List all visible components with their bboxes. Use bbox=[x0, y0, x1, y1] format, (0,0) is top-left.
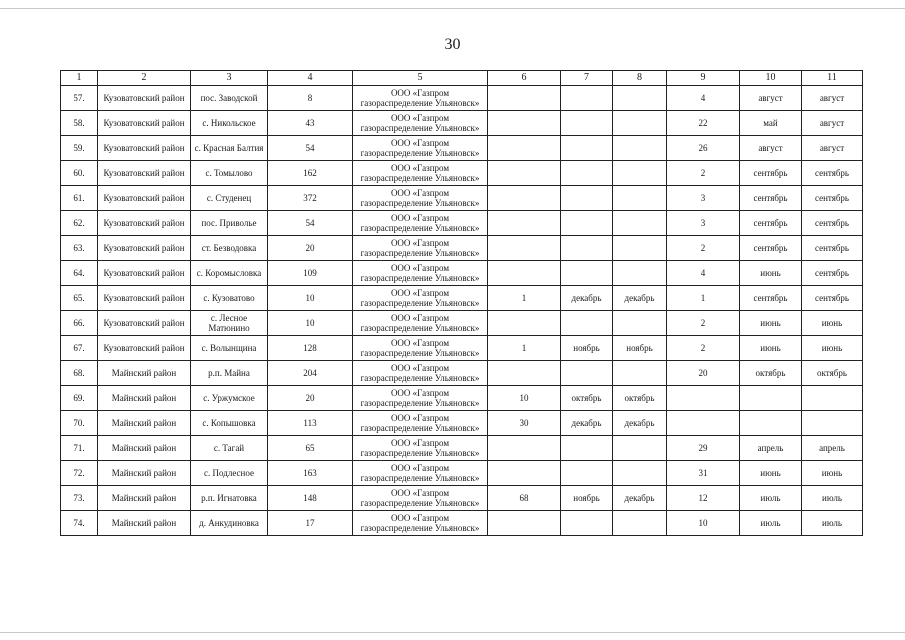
cell-row-number: 70. bbox=[61, 411, 98, 436]
cell-col8-month bbox=[613, 511, 667, 536]
cell-col11-month: сентябрь bbox=[802, 236, 863, 261]
cell-col6-value bbox=[488, 261, 561, 286]
column-header-11: 11 bbox=[802, 71, 863, 86]
cell-district: Кузоватовский район bbox=[98, 311, 191, 336]
cell-district: Кузоватовский район bbox=[98, 211, 191, 236]
cell-quantity: 20 bbox=[268, 236, 353, 261]
table-row bbox=[61, 386, 863, 411]
cell-quantity: 54 bbox=[268, 211, 353, 236]
cell-col6-value bbox=[488, 461, 561, 486]
cell-settlement: д. Анкудиновка bbox=[191, 511, 268, 536]
cell-col6-value: 1 bbox=[488, 336, 561, 361]
cell-settlement: р.п. Игнатовка bbox=[191, 486, 268, 511]
cell-col11-month: август bbox=[802, 86, 863, 111]
table-row bbox=[61, 186, 863, 211]
scan-edge-top bbox=[0, 8, 905, 9]
cell-col11-month bbox=[802, 411, 863, 436]
table-row bbox=[61, 286, 863, 311]
cell-col8-month bbox=[613, 361, 667, 386]
cell-col6-value bbox=[488, 311, 561, 336]
cell-organization: ООО «Газпром газораспределение Ульяновск» bbox=[353, 236, 488, 261]
table-row bbox=[61, 411, 863, 436]
cell-quantity: 10 bbox=[268, 311, 353, 336]
cell-settlement: ст. Безводовка bbox=[191, 236, 268, 261]
cell-row-number: 72. bbox=[61, 461, 98, 486]
cell-settlement: с. Волынщина bbox=[191, 336, 268, 361]
cell-district: Майнский район bbox=[98, 411, 191, 436]
cell-organization: ООО «Газпром газораспределение Ульяновск» bbox=[353, 186, 488, 211]
cell-settlement: с. Уржумское bbox=[191, 386, 268, 411]
cell-col11-month: сентябрь bbox=[802, 261, 863, 286]
cell-col10-month: июль bbox=[740, 511, 802, 536]
cell-col9-value: 1 bbox=[667, 286, 740, 311]
cell-quantity: 162 bbox=[268, 161, 353, 186]
cell-col8-month: ноябрь bbox=[613, 336, 667, 361]
cell-col7-month: ноябрь bbox=[561, 336, 613, 361]
cell-quantity: 113 bbox=[268, 411, 353, 436]
table-row bbox=[61, 486, 863, 511]
cell-col9-value: 2 bbox=[667, 311, 740, 336]
cell-col11-month: сентябрь bbox=[802, 211, 863, 236]
cell-col10-month: июль bbox=[740, 486, 802, 511]
cell-col10-month: август bbox=[740, 136, 802, 161]
column-header-3: 3 bbox=[191, 71, 268, 86]
cell-district: Кузоватовский район bbox=[98, 336, 191, 361]
cell-col10-month: апрель bbox=[740, 436, 802, 461]
cell-col10-month: август bbox=[740, 86, 802, 111]
cell-row-number: 69. bbox=[61, 386, 98, 411]
cell-col11-month: июнь bbox=[802, 336, 863, 361]
cell-row-number: 64. bbox=[61, 261, 98, 286]
cell-col10-month bbox=[740, 386, 802, 411]
cell-col9-value: 29 bbox=[667, 436, 740, 461]
column-header-9: 9 bbox=[667, 71, 740, 86]
cell-col8-month bbox=[613, 86, 667, 111]
cell-organization: ООО «Газпром газораспределение Ульяновск» bbox=[353, 411, 488, 436]
cell-col11-month: июнь bbox=[802, 311, 863, 336]
cell-settlement: р.п. Майна bbox=[191, 361, 268, 386]
cell-col6-value bbox=[488, 136, 561, 161]
cell-district: Майнский район bbox=[98, 486, 191, 511]
cell-district: Кузоватовский район bbox=[98, 161, 191, 186]
cell-col6-value bbox=[488, 361, 561, 386]
cell-row-number: 68. bbox=[61, 361, 98, 386]
cell-col7-month bbox=[561, 161, 613, 186]
cell-col11-month bbox=[802, 386, 863, 411]
cell-col8-month: декабрь bbox=[613, 411, 667, 436]
cell-col6-value bbox=[488, 161, 561, 186]
cell-district: Майнский район bbox=[98, 436, 191, 461]
cell-col7-month bbox=[561, 436, 613, 461]
cell-organization: ООО «Газпром газораспределение Ульяновск» bbox=[353, 86, 488, 111]
cell-col11-month: апрель bbox=[802, 436, 863, 461]
cell-settlement: с. Кузоватово bbox=[191, 286, 268, 311]
cell-col7-month bbox=[561, 311, 613, 336]
cell-organization: ООО «Газпром газораспределение Ульяновск» bbox=[353, 111, 488, 136]
table-row bbox=[61, 361, 863, 386]
cell-col7-month: декабрь bbox=[561, 411, 613, 436]
cell-settlement: с. Красная Балтия bbox=[191, 136, 268, 161]
cell-organization: ООО «Газпром газораспределение Ульяновск» bbox=[353, 311, 488, 336]
table-row bbox=[61, 136, 863, 161]
cell-col6-value bbox=[488, 511, 561, 536]
cell-organization: ООО «Газпром газораспределение Ульяновск» bbox=[353, 436, 488, 461]
cell-col7-month bbox=[561, 211, 613, 236]
cell-col9-value: 4 bbox=[667, 86, 740, 111]
cell-quantity: 128 bbox=[268, 336, 353, 361]
cell-col10-month: июнь bbox=[740, 261, 802, 286]
cell-col7-month: декабрь bbox=[561, 286, 613, 311]
cell-col7-month bbox=[561, 136, 613, 161]
cell-col9-value: 2 bbox=[667, 236, 740, 261]
cell-col6-value bbox=[488, 86, 561, 111]
cell-col9-value: 2 bbox=[667, 336, 740, 361]
cell-col8-month bbox=[613, 186, 667, 211]
cell-col11-month: август bbox=[802, 136, 863, 161]
cell-quantity: 10 bbox=[268, 286, 353, 311]
table-row bbox=[61, 161, 863, 186]
cell-row-number: 63. bbox=[61, 236, 98, 261]
cell-col8-month bbox=[613, 111, 667, 136]
cell-col7-month bbox=[561, 236, 613, 261]
cell-col10-month: июнь bbox=[740, 311, 802, 336]
cell-quantity: 372 bbox=[268, 186, 353, 211]
cell-district: Майнский район bbox=[98, 511, 191, 536]
cell-col6-value: 30 bbox=[488, 411, 561, 436]
cell-col10-month: сентябрь bbox=[740, 186, 802, 211]
cell-organization: ООО «Газпром газораспределение Ульяновск» bbox=[353, 136, 488, 161]
cell-organization: ООО «Газпром газораспределение Ульяновск» bbox=[353, 261, 488, 286]
cell-col6-value: 68 bbox=[488, 486, 561, 511]
cell-settlement: с. Подлесное bbox=[191, 461, 268, 486]
cell-col6-value bbox=[488, 186, 561, 211]
cell-row-number: 61. bbox=[61, 186, 98, 211]
cell-col9-value: 12 bbox=[667, 486, 740, 511]
table-header bbox=[61, 71, 863, 86]
cell-settlement: пос. Приволье bbox=[191, 211, 268, 236]
table-row bbox=[61, 211, 863, 236]
cell-settlement: с. Коромысловка bbox=[191, 261, 268, 286]
cell-col6-value: 10 bbox=[488, 386, 561, 411]
cell-col11-month: июль bbox=[802, 511, 863, 536]
column-header-8: 8 bbox=[613, 71, 667, 86]
cell-row-number: 71. bbox=[61, 436, 98, 461]
cell-district: Кузоватовский район bbox=[98, 86, 191, 111]
cell-organization: ООО «Газпром газораспределение Ульяновск» bbox=[353, 386, 488, 411]
table-row bbox=[61, 436, 863, 461]
page-number: 30 bbox=[444, 36, 461, 53]
cell-row-number: 67. bbox=[61, 336, 98, 361]
cell-col6-value bbox=[488, 236, 561, 261]
table-row bbox=[61, 86, 863, 111]
cell-district: Кузоватовский район bbox=[98, 261, 191, 286]
cell-col8-month bbox=[613, 261, 667, 286]
cell-organization: ООО «Газпром газораспределение Ульяновск» bbox=[353, 361, 488, 386]
cell-row-number: 74. bbox=[61, 511, 98, 536]
cell-col7-month bbox=[561, 186, 613, 211]
column-header-1: 1 bbox=[61, 71, 98, 86]
cell-quantity: 148 bbox=[268, 486, 353, 511]
table-row bbox=[61, 336, 863, 361]
cell-col8-month bbox=[613, 461, 667, 486]
scan-edge-bottom bbox=[0, 632, 905, 633]
cell-row-number: 58. bbox=[61, 111, 98, 136]
cell-quantity: 109 bbox=[268, 261, 353, 286]
cell-col6-value bbox=[488, 111, 561, 136]
cell-district: Кузоватовский район bbox=[98, 186, 191, 211]
cell-col8-month bbox=[613, 436, 667, 461]
cell-quantity: 65 bbox=[268, 436, 353, 461]
column-header-6: 6 bbox=[488, 71, 561, 86]
column-header-2: 2 bbox=[98, 71, 191, 86]
table-row bbox=[61, 261, 863, 286]
table-body bbox=[61, 86, 863, 536]
cell-row-number: 60. bbox=[61, 161, 98, 186]
table-row bbox=[61, 236, 863, 261]
cell-col11-month: август bbox=[802, 111, 863, 136]
cell-settlement: с. Студенец bbox=[191, 186, 268, 211]
cell-col9-value: 31 bbox=[667, 461, 740, 486]
column-header-5: 5 bbox=[353, 71, 488, 86]
header-row bbox=[61, 71, 863, 86]
cell-col10-month bbox=[740, 411, 802, 436]
cell-settlement: с. Копышовка bbox=[191, 411, 268, 436]
cell-col8-month bbox=[613, 311, 667, 336]
cell-col6-value bbox=[488, 211, 561, 236]
cell-col11-month: июнь bbox=[802, 461, 863, 486]
cell-district: Кузоватовский район bbox=[98, 111, 191, 136]
cell-district: Майнский район bbox=[98, 461, 191, 486]
cell-organization: ООО «Газпром газораспределение Ульяновск» bbox=[353, 486, 488, 511]
cell-organization: ООО «Газпром газораспределение Ульяновск» bbox=[353, 336, 488, 361]
cell-settlement: с. Томылово bbox=[191, 161, 268, 186]
cell-col10-month: июнь bbox=[740, 336, 802, 361]
cell-col8-month bbox=[613, 161, 667, 186]
cell-col11-month: октябрь bbox=[802, 361, 863, 386]
cell-row-number: 65. bbox=[61, 286, 98, 311]
table-row bbox=[61, 461, 863, 486]
cell-col9-value: 20 bbox=[667, 361, 740, 386]
cell-row-number: 57. bbox=[61, 86, 98, 111]
cell-col8-month: декабрь bbox=[613, 286, 667, 311]
cell-col10-month: сентябрь bbox=[740, 236, 802, 261]
cell-row-number: 66. bbox=[61, 311, 98, 336]
cell-col7-month: ноябрь bbox=[561, 486, 613, 511]
cell-col8-month bbox=[613, 211, 667, 236]
cell-col11-month: сентябрь bbox=[802, 286, 863, 311]
cell-col6-value bbox=[488, 436, 561, 461]
cell-col8-month: октябрь bbox=[613, 386, 667, 411]
table-row bbox=[61, 311, 863, 336]
cell-col7-month bbox=[561, 361, 613, 386]
column-header-7: 7 bbox=[561, 71, 613, 86]
cell-col11-month: сентябрь bbox=[802, 161, 863, 186]
cell-col10-month: сентябрь bbox=[740, 161, 802, 186]
cell-quantity: 17 bbox=[268, 511, 353, 536]
cell-col10-month: май bbox=[740, 111, 802, 136]
cell-col7-month bbox=[561, 461, 613, 486]
cell-col11-month: июль bbox=[802, 486, 863, 511]
cell-col6-value: 1 bbox=[488, 286, 561, 311]
data-table bbox=[60, 70, 863, 536]
cell-col8-month bbox=[613, 136, 667, 161]
cell-col9-value: 10 bbox=[667, 511, 740, 536]
cell-col7-month bbox=[561, 111, 613, 136]
cell-col9-value: 4 bbox=[667, 261, 740, 286]
cell-quantity: 204 bbox=[268, 361, 353, 386]
cell-organization: ООО «Газпром газораспределение Ульяновск» bbox=[353, 286, 488, 311]
table-row bbox=[61, 111, 863, 136]
cell-col9-value: 26 bbox=[667, 136, 740, 161]
cell-organization: ООО «Газпром газораспределение Ульяновск» bbox=[353, 461, 488, 486]
cell-organization: ООО «Газпром газораспределение Ульяновск» bbox=[353, 161, 488, 186]
cell-row-number: 73. bbox=[61, 486, 98, 511]
cell-district: Майнский район bbox=[98, 386, 191, 411]
cell-district: Майнский район bbox=[98, 361, 191, 386]
cell-district: Кузоватовский район bbox=[98, 236, 191, 261]
cell-quantity: 54 bbox=[268, 136, 353, 161]
cell-col8-month bbox=[613, 236, 667, 261]
cell-col7-month bbox=[561, 86, 613, 111]
cell-organization: ООО «Газпром газораспределение Ульяновск» bbox=[353, 211, 488, 236]
cell-col7-month: октябрь bbox=[561, 386, 613, 411]
table-row bbox=[61, 511, 863, 536]
column-header-4: 4 bbox=[268, 71, 353, 86]
cell-col9-value: 3 bbox=[667, 186, 740, 211]
cell-col9-value bbox=[667, 386, 740, 411]
cell-col10-month: октябрь bbox=[740, 361, 802, 386]
column-header-10: 10 bbox=[740, 71, 802, 86]
cell-col7-month bbox=[561, 261, 613, 286]
cell-quantity: 8 bbox=[268, 86, 353, 111]
cell-row-number: 62. bbox=[61, 211, 98, 236]
cell-settlement: с. Никольское bbox=[191, 111, 268, 136]
cell-col8-month: декабрь bbox=[613, 486, 667, 511]
cell-col11-month: сентябрь bbox=[802, 186, 863, 211]
cell-col7-month bbox=[561, 511, 613, 536]
cell-col9-value: 3 bbox=[667, 211, 740, 236]
cell-row-number: 59. bbox=[61, 136, 98, 161]
cell-col9-value: 2 bbox=[667, 161, 740, 186]
cell-settlement: с. Тагай bbox=[191, 436, 268, 461]
cell-quantity: 43 bbox=[268, 111, 353, 136]
cell-col10-month: сентябрь bbox=[740, 211, 802, 236]
cell-quantity: 20 bbox=[268, 386, 353, 411]
cell-col9-value bbox=[667, 411, 740, 436]
cell-district: Кузоватовский район bbox=[98, 286, 191, 311]
cell-col10-month: июнь bbox=[740, 461, 802, 486]
cell-organization: ООО «Газпром газораспределение Ульяновск» bbox=[353, 511, 488, 536]
cell-col10-month: сентябрь bbox=[740, 286, 802, 311]
cell-district: Кузоватовский район bbox=[98, 136, 191, 161]
cell-settlement: с. Лесное Матюнино bbox=[191, 311, 268, 336]
cell-quantity: 163 bbox=[268, 461, 353, 486]
cell-col9-value: 22 bbox=[667, 111, 740, 136]
cell-settlement: пос. Заводской bbox=[191, 86, 268, 111]
